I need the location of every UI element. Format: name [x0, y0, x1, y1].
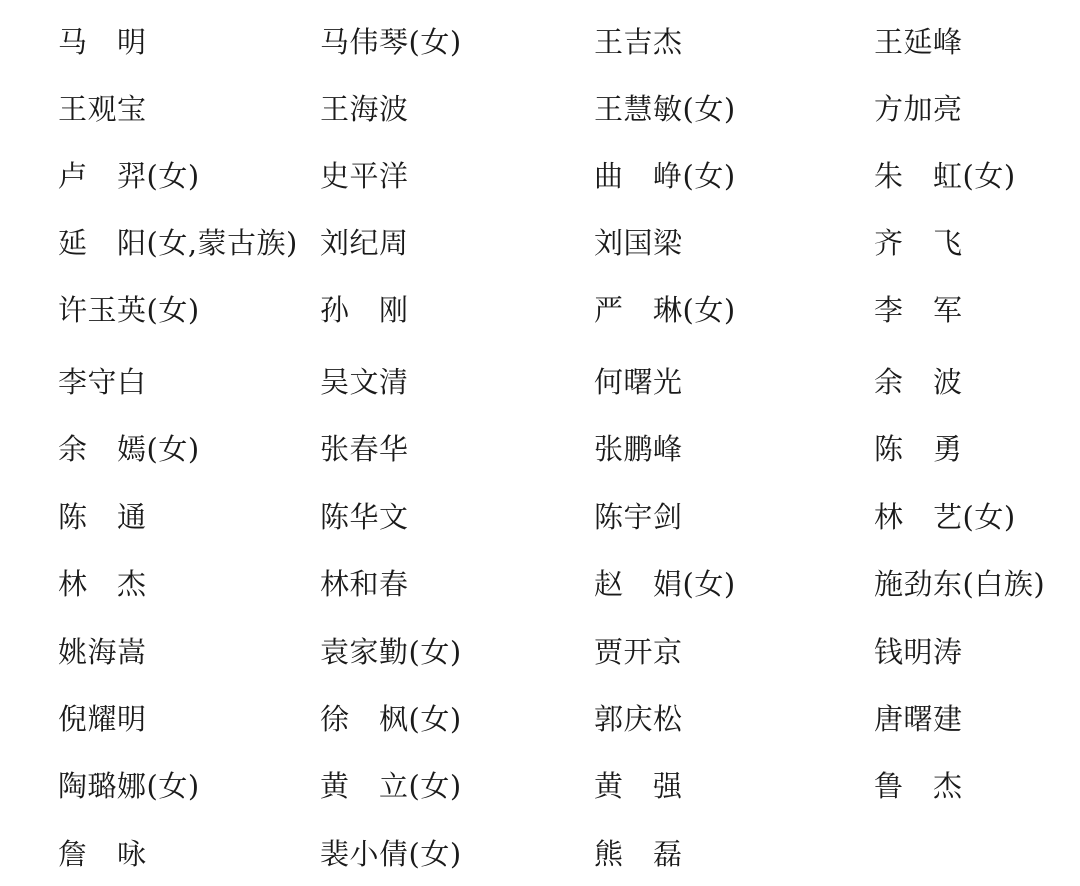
- name-entry: 黄 强: [594, 769, 683, 803]
- name-entry: 王海波: [320, 92, 409, 126]
- name-row-9: [0, 560, 1080, 608]
- name-entry: 林和春: [320, 567, 409, 601]
- name-row-3: [0, 152, 1080, 200]
- name-row-7: [0, 425, 1080, 473]
- name-entry: 赵 娟(女): [594, 567, 736, 601]
- name-entry: 王观宝: [58, 92, 147, 126]
- name-entry: 施劲东(白族): [874, 567, 1046, 601]
- name-entry: 詹 咏: [58, 837, 147, 871]
- name-entry: 刘国梁: [594, 226, 683, 260]
- name-entry: 张鹏峰: [594, 432, 683, 466]
- name-row-12: [0, 762, 1080, 810]
- name-entry: 严 琳(女): [594, 293, 736, 327]
- name-entry: 徐 枫(女): [320, 702, 462, 736]
- name-entry: 刘纪周: [320, 226, 409, 260]
- name-row-2: [0, 85, 1080, 133]
- name-entry: 钱明涛: [874, 635, 963, 669]
- name-entry: 卢 羿(女): [58, 159, 200, 193]
- name-entry: 陈 勇: [874, 432, 963, 466]
- name-entry: 许玉英(女): [58, 293, 200, 327]
- name-entry: 王延峰: [874, 25, 963, 59]
- name-row-6: [0, 358, 1080, 406]
- name-entry: 何曙光: [594, 365, 683, 399]
- name-entry: 马 明: [58, 25, 147, 59]
- name-entry: 陈华文: [320, 500, 409, 534]
- name-row-11: [0, 695, 1080, 743]
- name-entry: 郭庆松: [594, 702, 683, 736]
- name-entry: 熊 磊: [594, 837, 683, 871]
- name-entry: 陈 通: [58, 500, 147, 534]
- name-entry: 史平洋: [320, 159, 409, 193]
- name-entry: 林 艺(女): [874, 500, 1016, 534]
- name-row-5: [0, 286, 1080, 334]
- name-entry: 李 军: [874, 293, 963, 327]
- name-entry: 马伟琴(女): [320, 25, 462, 59]
- name-entry: 裴小倩(女): [320, 837, 462, 871]
- name-row-8: [0, 493, 1080, 541]
- name-row-4: [0, 219, 1080, 267]
- name-entry: 孙 刚: [320, 293, 409, 327]
- name-entry: 余 波: [874, 365, 963, 399]
- name-entry: 唐曙建: [874, 702, 963, 736]
- name-entry: 陈宇剑: [594, 500, 683, 534]
- name-entry: 张春华: [320, 432, 409, 466]
- name-entry: 齐 飞: [874, 226, 963, 260]
- name-entry: 鲁 杰: [874, 769, 963, 803]
- name-entry: 倪耀明: [58, 702, 147, 736]
- name-entry: 吴文清: [320, 365, 409, 399]
- name-row-1: [0, 18, 1080, 66]
- name-entry: 黄 立(女): [320, 769, 462, 803]
- name-entry: 王慧敏(女): [594, 92, 736, 126]
- name-entry: 贾开京: [594, 635, 683, 669]
- name-entry: 陶璐娜(女): [58, 769, 200, 803]
- name-entry: 方加亮: [874, 92, 963, 126]
- name-entry: 李守白: [58, 365, 147, 399]
- name-entry: 袁家勤(女): [320, 635, 462, 669]
- name-entry: 朱 虹(女): [874, 159, 1016, 193]
- name-entry: 王吉杰: [594, 25, 683, 59]
- name-entry: 曲 峥(女): [594, 159, 736, 193]
- name-entry: 林 杰: [58, 567, 147, 601]
- name-entry: 姚海嵩: [58, 635, 147, 669]
- name-row-10: [0, 628, 1080, 676]
- name-entry: 延 阳(女,蒙古族): [58, 226, 298, 260]
- name-entry: 余 嫣(女): [58, 432, 200, 466]
- name-row-13: [0, 830, 1080, 878]
